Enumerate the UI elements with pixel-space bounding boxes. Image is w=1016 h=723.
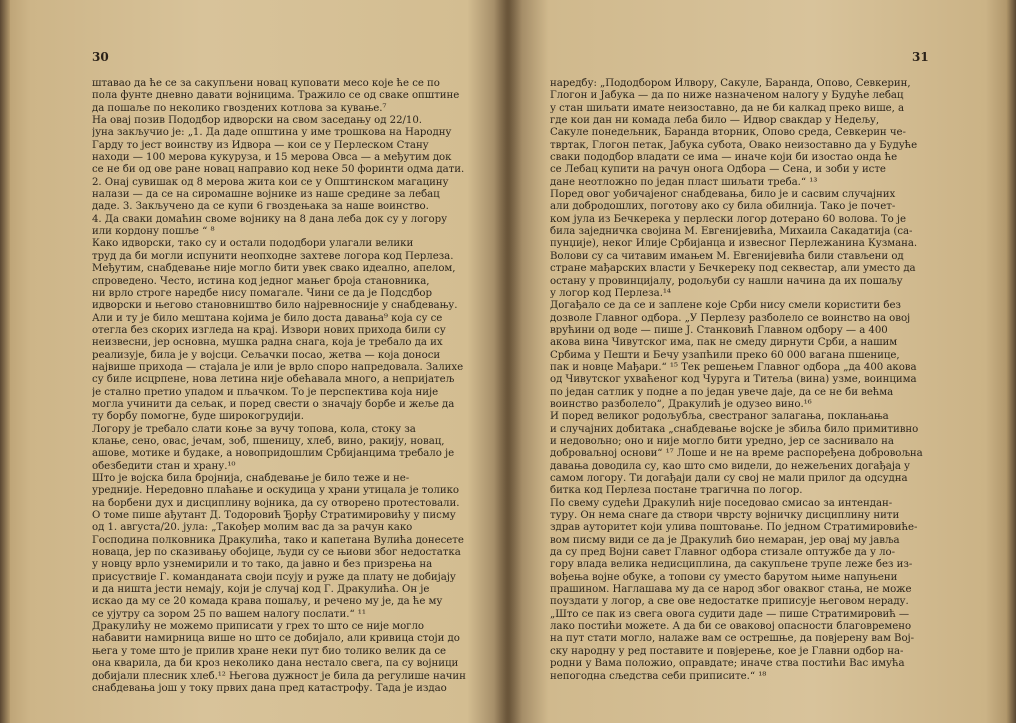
- right-page-text-line: доброваљној основи“ ¹⁷ Лоше и не на време распоређена добровољна: [550, 448, 923, 460]
- left-page-text-line: су биле исцрпене, нова летина није обећавала много, а непријатељ: [92, 374, 455, 386]
- left-page-text-line: уредније. Нередовно плаћање и оскудица у храни утицала је толико: [92, 485, 459, 497]
- right-page-text-line: у логор код Перлеза.¹⁴: [550, 287, 671, 299]
- right-page-text-line: туру. Он нема снаге да створи чврсту војничку дисциплину нити: [550, 510, 900, 522]
- right-page-text-line: Сакуле понедељник, Баранда вторник, Опово среда, Севкерин че-: [550, 127, 906, 139]
- right-page-text-line: ком јула из Бечкерека у перлески логор дотерано 60 волова. То је: [550, 213, 907, 225]
- left-page-text-line: могла учинити да сељак, и поред свести о значају борбе и жеље да: [92, 398, 455, 410]
- left-page-text-line: или кордону пошље “ ⁸: [92, 226, 215, 238]
- right-page-text-line: Волови су са читавим имањем М. Евгенијевића били стављени од: [550, 250, 904, 262]
- right-page-text-line: лако постићи можете. А да би се оваковој опасности благовремено: [550, 621, 912, 633]
- left-page-text-line: јуна закључио је: „1. Да даде општина у име трошкова на Народну: [92, 127, 452, 139]
- left-page: [8, 0, 506, 723]
- left-page-text-line: новаца, јер по сказивању обојице, људи су се њиови због недостатка: [92, 547, 461, 559]
- left-page-text-line: ни врло строге наредбе нису помагале. Чини се да је Подсдбор: [92, 287, 432, 299]
- right-page-text-line: ску народну у ред поставите и повјерење, кое је Главни одбор на-: [550, 645, 904, 657]
- right-page-text-line: твртак, Глогон петак, Јабука субота, Овако неизоставно да у Будуће: [550, 139, 918, 151]
- right-page-text-line: „Што се пак из свега овога судити даде — пише Стратимировић —: [550, 608, 910, 620]
- right-page-text-line: самом логору. Ти догађаји дали су свој не мали прилог да одсудна: [550, 473, 908, 484]
- left-page-text-line: Дракулићу не можемо приписати у грех то што се није могло: [92, 621, 424, 633]
- right-page-text-line: по један сатлик у подне а по један увече даје, да се не би већма: [550, 386, 894, 398]
- left-page-text-line: Али и ту је било мештана којима је било доста давања⁹ која су се: [92, 312, 443, 324]
- left-page-text-line: добијали плесник хлеб.¹² Његова дужност је била да регулише начин: [92, 670, 466, 682]
- left-page-text-line: се не би од ове ране новац направио код неке 50 форинти одма дати.: [92, 164, 465, 176]
- left-page-text-line: је стално претио упадом и пљачком. То је перспектива која није: [92, 386, 439, 398]
- right-page-text-line: здрав ауторитет који улива поштовање. По једном Стратимировиће-: [550, 522, 918, 534]
- left-page-text-line: на борбени дух и дисциплину војника, да су отворено протестовали.: [92, 497, 460, 509]
- right-page-text-line: пунџије), неког Илије Србијанца и извесног Перлежанина Кузмана.: [550, 238, 918, 250]
- left-page-text-line: се ујутру са зором 25 по вашем налогу послати.“ ¹¹: [92, 608, 366, 620]
- right-page-text-line: И поред великог родољубља, свестраног залагања, поклањања: [550, 411, 889, 423]
- right-page-text-line: пак и новце Мађари.“ ¹⁵ Тек решењем Главног одбора „да 400 акова: [550, 361, 917, 373]
- left-page-text-line: снабдевања још у току првих дана пред катастрофу. Тада је издао: [92, 682, 447, 694]
- left-page-text-line: клање, сено, овас, јечам, зоб, пшеницу, хлеб, вино, ракију, новац,: [92, 435, 445, 447]
- left-page-text-line: 4. Да сваки домаћин своме војнику на 8 дана леба док су у логору: [92, 213, 448, 225]
- left-page-text-line: идворски и његово становништво било најревносније у снабдевању.: [92, 300, 458, 312]
- right-page-text-line: Догађало се да се и заплене које Срби нису смели користити без: [550, 300, 901, 312]
- left-page-text-line: 2. Онај сувишак од 8 мерова жита кои се у Општинском магацину: [92, 176, 449, 188]
- right-page-text-line: гору влада велика недисциплина, да сакупљене трупе леже без из-: [550, 559, 913, 571]
- right-page-text-line: родни у Вама положио, оправдате; иначе ства постићи Вас имућа: [550, 658, 905, 670]
- right-page-text-line: остану у провинцијалу, родољуби су нашли начина да их пошаљу: [550, 275, 903, 287]
- left-page-text-line: Међутим, снабдевање није могло бити увек свако идеално, апелом,: [92, 263, 456, 275]
- left-page-text-line: штавао да ће се за сакупљени новац куповати месо које ће се по: [92, 78, 440, 89]
- right-page-text-line: од Чивутског ухваћеног код Чуруга и Титеља (вина) узме, воинцима: [550, 374, 917, 386]
- left-page-text-line: да пошаље по неколико гвоздених котлова за кување.⁷: [92, 102, 387, 114]
- right-page-text: [550, 78, 942, 683]
- right-page-text-line: вом писму види се да је Дракулић био немаран, јер овај му јавља: [550, 534, 900, 546]
- right-page-text-line: се Лебац купити на рачун онога Одбора — Сена, и зоби у исте: [550, 164, 886, 176]
- right-page-text-line: По свему судећи Дракулић није поседовао смисао за интендан-: [550, 497, 893, 509]
- right-page-text-line: Србима у Пешти и Бечу узапћили преко 60 000 вагана пшенице,: [550, 349, 900, 361]
- left-page-text-line: Господина полковника Дракулића, тако и капетана Вулића донесете: [92, 534, 464, 546]
- left-page-text-line: Логору је требало слати коње за вучу топова, кола, стоку за: [92, 423, 416, 435]
- right-page-text-line: вођења војне обуке, а топови су уместо барутом њиме напуњени: [550, 571, 898, 583]
- left-page-text: [92, 78, 480, 695]
- left-page-number: 30: [92, 50, 109, 64]
- right-page-text-line: где кои дан ни комада леба било — Идвор свакдар у Недељу,: [550, 115, 880, 127]
- right-page-text-line: давања доводила су, као што смо видели, до нежељених догађаја у: [550, 460, 910, 472]
- left-page-text-line: ту борбу помогне, буде широкогрудији.: [92, 411, 304, 423]
- right-page-text-line: у стан шиљати имате неизоставно, да не би калкад преко више, а: [550, 102, 905, 114]
- right-page: [510, 0, 1010, 723]
- left-page-text-line: и да ништа јести немају, који је случај код Г. Дракулића. Он је: [92, 584, 430, 596]
- right-page-text-line: али добродошлих, поготову ако су била обилнија. Тако је почет-: [550, 201, 896, 213]
- left-page-text-line: Што је војска била бројнија, снабдевање је било теже и не-: [92, 473, 410, 484]
- left-page-text-line: О томе пише ађутант Д. Тодоровић Ђорђу Стратимировићу у писму: [92, 510, 456, 522]
- left-page-text-line: находи — 100 мерова кукуруза, и 15 мерова Овса — а међутим док: [92, 152, 452, 164]
- left-page-text-line: спроведено. Често, истина код једног мањег броја становника,: [92, 275, 430, 287]
- left-page-text-line: обезбедити стан и храну.¹⁰: [92, 460, 236, 472]
- left-page-text-line: даде. 3. Закључено да се купи 6 гвоздењака за наше воинство.: [92, 201, 429, 213]
- left-page-text-line: пола фунте дневно давати војницима. Тражило се од сваке општине: [92, 90, 460, 102]
- left-page-text-line: у новцу врло узнемирили и то тако, да јавно и без призрења на: [92, 559, 433, 571]
- left-page-text-line: ашове, мотике и будаке, а новопридошлим Србијанцима требало је: [92, 448, 455, 460]
- right-page-text-line: поуздати у логор, а све ове недостатке приписује његовом нераду.: [550, 596, 909, 608]
- left-page-text-line: Како идворски, тако су и остали пододбори улагали велики: [92, 238, 414, 250]
- left-page-text-line: набавити намирница више но што се добијало, али кривица стоји до: [92, 633, 460, 645]
- right-page-text-line: дозволе Главног одбора. „У Перлезу разболело се воинство на овој: [550, 312, 911, 324]
- left-page-text-line: највише прихода — стајала је или је врло споро напредовала. Залихе: [92, 361, 464, 373]
- right-page-text-line: прашином. Наглашава му да се народ због оваквог стања, не може: [550, 584, 912, 596]
- left-page-text-line: њега у томе што је прилив хране неки пут био толико велик да се: [92, 645, 447, 657]
- right-page-text-line: и случајних добитака „снабдевање војске је збиља било примитивно: [550, 423, 919, 435]
- left-page-text-line: од 1. августа/20. јула: „Такођер молим вас да за рачун како: [92, 522, 413, 534]
- right-page-text-line: воинство разболело“, Дракулић је одузео вино.¹⁶: [550, 398, 812, 410]
- left-page-text-line: Гарду то јест воинству из Идвора — кои се у Перлеском Стану: [92, 139, 429, 151]
- right-page-text-line: на пут стати могло, налаже вам се острешње, да повјерену вам Вој-: [550, 633, 915, 645]
- left-page-text-line: она кварила, да би кроз неколико дана нестало свега, па су војници: [92, 658, 459, 670]
- right-page-text-line: сваки пододбор владати се има — иначе који би изостао онда ће: [550, 152, 898, 164]
- left-page-text-line: присуствије Г. команданата своји псују и руже да плату не добијају: [92, 571, 456, 583]
- right-page-text-line: дане неотложно по један пласт шиљати треба.“ ¹³: [550, 176, 818, 188]
- right-page-text-line: акова вина Чивутског има, пак не смеду дирнути Срби, а нашим: [550, 337, 898, 349]
- right-page-text-line: наредбу: „Пододбором Илвору, Сакуле, Баранда, Опово, Севкерин,: [550, 78, 911, 89]
- right-page-text-line: непогодна сљедства себи приписите.“ ¹⁸: [550, 670, 767, 682]
- right-page-text-line: Глогон и Јабука — да по ниже назначеном налогу у Будуће лебац: [550, 90, 904, 102]
- left-page-text-line: труд да би могли испунити неопходне захтеве логора код Перлеза.: [92, 250, 454, 262]
- right-page-text-line: била заједничка својина М. Евгенијевића, Михаила Сакадатија (са-: [550, 226, 913, 238]
- right-page-text-line: врућини од воде — пише Ј. Станковић Главном одбору — а 400: [550, 324, 888, 336]
- left-page-text-line: налази — да се на сиромашне војнике из наше средине за лебац: [92, 189, 440, 201]
- left-page-text-line: отегла без скорих изгледа на крај. Извори нових прихода били су: [92, 324, 446, 336]
- right-page-text-line: и недовољно; оно и није могло бити уредно, јер се заснивало на: [550, 435, 894, 447]
- right-page-text-line: стране мађарских власти у Бечкереку под секвестар, али уместо да: [550, 263, 916, 275]
- right-page-text-line: битка код Перлеза постане трагична по логор.: [550, 485, 803, 497]
- left-page-text-line: реализује, била је у војсци. Сељачки посао, жетва — која доноси: [92, 349, 441, 361]
- right-page-number: 31: [912, 50, 929, 64]
- right-page-text-line: да су пред Војни савет Главног одбора стизале оптужбе да у ло-: [550, 547, 896, 559]
- left-page-text-line: На овај позив Пододбор идворски на свом заседању од 22/10.: [92, 115, 422, 127]
- right-page-text-line: Поред овог уобичајеног снабдевања, било је и сасвим случајних: [550, 189, 896, 201]
- left-page-text-line: искао да му се 20 комада крава пошаљу, и речено му је, да ће му: [92, 596, 443, 608]
- left-page-text-line: неизвесни, јер основна, мушка радна снага, која је требало да их: [92, 337, 443, 349]
